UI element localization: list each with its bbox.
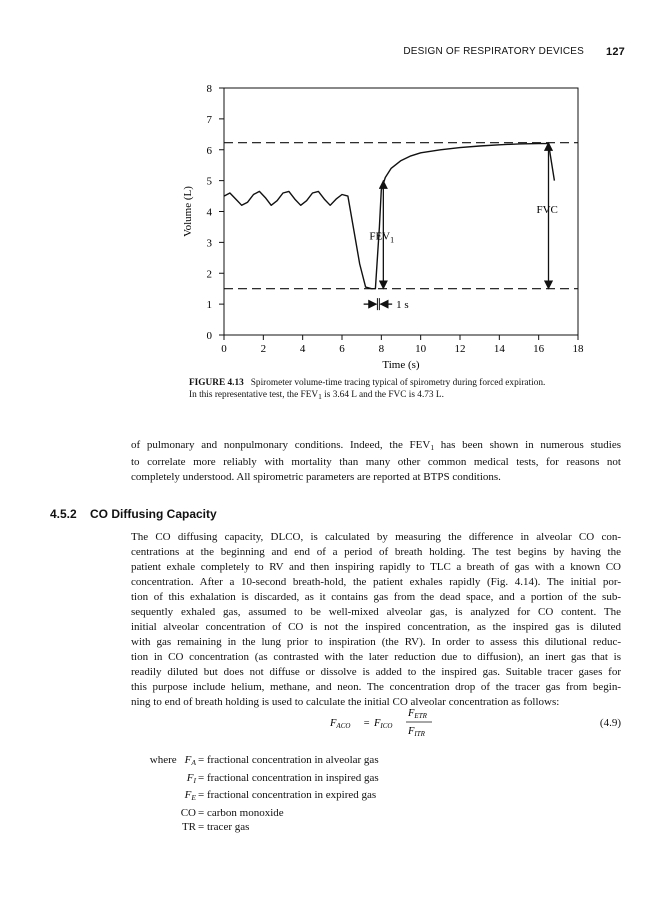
equation-graphic: [328, 707, 448, 743]
running-header-title: DESIGN OF RESPIRATORY DEVICES: [403, 46, 584, 57]
definition-symbol-letter: CO: [180, 806, 196, 819]
figure-caption: [189, 378, 629, 402]
fvc-label: FVC: [536, 204, 558, 217]
x-tick-label: 16: [533, 343, 545, 355]
definition-text: = carbon monoxide: [198, 806, 284, 819]
volume-curve: [224, 144, 554, 289]
y-tick-label: 0: [206, 330, 212, 342]
body-line: The CO diffusing capacity, DLCO, is calculated by measuring the difference in alveolar CO con-: [131, 531, 621, 543]
definition-symbol-sub: I: [193, 775, 196, 785]
x-tick-label: 4: [299, 343, 306, 355]
eq-lhs-sub: ACO: [336, 722, 351, 730]
body-line: readily diluted but does not diffuse or dissolve is added to the inspired gas. Suitable tracer gases for: [131, 666, 621, 678]
definition-symbol-sub: A: [191, 758, 196, 767]
intro-line-1a: of pulmonary and nonpulmonary conditions. Indeed, the FEV: [131, 439, 431, 451]
x-tick-label: 6: [339, 343, 345, 355]
equation-number: (4.9): [599, 717, 621, 729]
y-tick-label: 2: [206, 268, 212, 281]
body-line: initial alveolar concentration of CO is not the inspired concentration, as the inspired gas is diluted: [131, 621, 621, 633]
body-line: sequently exhaled gas, assumed to be well-mixed alveolar gas, is analyzed for CO content. The: [131, 606, 621, 618]
body-line: this purpose include helium, methane, and neon. The concentration drop of the tracer gas from begin-: [131, 681, 621, 693]
definition-row: [131, 820, 379, 835]
eq-f: F: [374, 718, 381, 729]
body-line: concentration. After a 10-second breath-hold, the patient exhales rapidly (Fig. 4.14). The initial por-: [131, 576, 621, 588]
definition-symbol-letter: TR: [181, 821, 196, 833]
section-heading: [50, 507, 217, 521]
y-tick-label: 1: [206, 299, 212, 312]
body-line: with gas remaining in the lung prior to inspiration (the RV). In order to assess this dilutional reduc-: [131, 636, 621, 648]
section-title: CO Diffusing Capacity: [90, 507, 217, 521]
definition-text: = fractional concentration in expired gas: [198, 789, 377, 801]
svg-text:FACO: [329, 718, 350, 730]
body-line: tion in CO concentration (as contrasted with the later reduction due to diffusion), an inert gas that is: [131, 651, 621, 663]
definition-symbol: [131, 788, 196, 806]
x-tick-label: 0: [221, 343, 227, 355]
body-line: centrations at the beginning and end of a period of breath holding. The test begins by having the: [131, 546, 621, 558]
one-second-label: 1 s: [396, 299, 409, 312]
y-axis-label: Volume (L): [182, 186, 194, 237]
definition-symbol: [131, 820, 196, 835]
section-number: 4.5.2: [50, 507, 77, 521]
intro-line-3: completely understood. All spirometric parameters are reported at BTPS conditions.: [131, 471, 501, 483]
definition-row: [131, 806, 379, 821]
x-tick-label: 14: [493, 343, 505, 355]
y-tick-label: 6: [206, 144, 212, 157]
body-line: ning to end of breath holding is used to calculate the initial CO alveolar concentration as follows:: [131, 696, 560, 708]
intro-paragraph: [131, 438, 621, 485]
definition-lead: where: [149, 754, 177, 766]
x-tick-label: 2: [260, 343, 267, 355]
definition-symbol-letter: F: [184, 789, 192, 801]
body-paragraph: [131, 530, 621, 710]
eq-f-sub: ICO: [380, 722, 393, 730]
definition-text: = fractional concentration in alveolar gas: [198, 754, 379, 766]
x-tick-label: 18: [572, 343, 584, 355]
definition-text: = tracer gas: [198, 821, 250, 833]
eq-lhs: F: [330, 718, 337, 729]
definition-symbol: [131, 753, 196, 771]
definition-symbol: [131, 771, 196, 789]
body-line: tion of this exhalation is discarded, as it contains gas from the dead space, and a portion of the sub-: [131, 591, 621, 603]
y-tick-label: 5: [206, 175, 212, 188]
eq-num: F: [408, 708, 415, 719]
definitions-list: [131, 753, 379, 835]
x-axis-label: Time (s): [382, 359, 420, 371]
caption-line-2a: In this representative test, the FEV: [189, 389, 319, 400]
figure-label: FIGURE 4.13: [189, 378, 244, 388]
body-line: patient exhale completely to RV and then inspiring rapidly to TLC a breath of gas with a known CO: [131, 561, 621, 573]
x-tick-label: 8: [378, 343, 385, 355]
svg-text:FETR: [407, 708, 428, 720]
caption-line-1: Spirometer volume-time tracing typical of spirometry during forced expiration.: [250, 378, 546, 388]
plot-frame: [224, 88, 578, 335]
caption-sub: 1: [318, 391, 322, 401]
y-tick-label: 8: [206, 83, 212, 95]
intro-line-2: to correlate more reliably with mortality than many other common medical tests, for reasons not: [131, 456, 621, 468]
eq-den-sub: ITR: [414, 730, 425, 738]
y-tick-label: 7: [206, 113, 212, 126]
x-tick-label: 10: [415, 343, 427, 355]
y-tick-label: 4: [206, 206, 212, 219]
definition-symbol-sub: E: [191, 793, 196, 802]
eq-num-sub: ETR: [414, 712, 427, 720]
definition-symbol-letter: F: [184, 754, 192, 766]
definition-row: [131, 788, 379, 806]
definition-symbol: [131, 806, 196, 821]
equation-4-9: [328, 707, 448, 746]
eq-equals: =: [363, 718, 371, 729]
y-tick-label: 3: [206, 237, 212, 250]
spirometry-chart: [0, 0, 670, 380]
definition-row: [131, 753, 379, 771]
intro-line-1-sub: 1: [430, 443, 435, 452]
definition-symbol-letter: F: [186, 771, 194, 784]
page-number: 127: [606, 46, 625, 58]
caption-line-2b: is 3.64 L and the FVC is 4.73 L.: [321, 389, 444, 400]
x-tick-label: 12: [454, 343, 466, 355]
definition-text: = fractional concentration in inspired gas: [198, 771, 379, 784]
definition-row: [131, 771, 379, 789]
intro-line-1b: has been shown in numerous studies: [434, 439, 621, 451]
svg-text:FITR: [407, 726, 426, 738]
svg-text:FICO: [373, 718, 392, 730]
fev1-label: $FEV_1$: [369, 230, 395, 245]
eq-den: F: [408, 726, 415, 737]
